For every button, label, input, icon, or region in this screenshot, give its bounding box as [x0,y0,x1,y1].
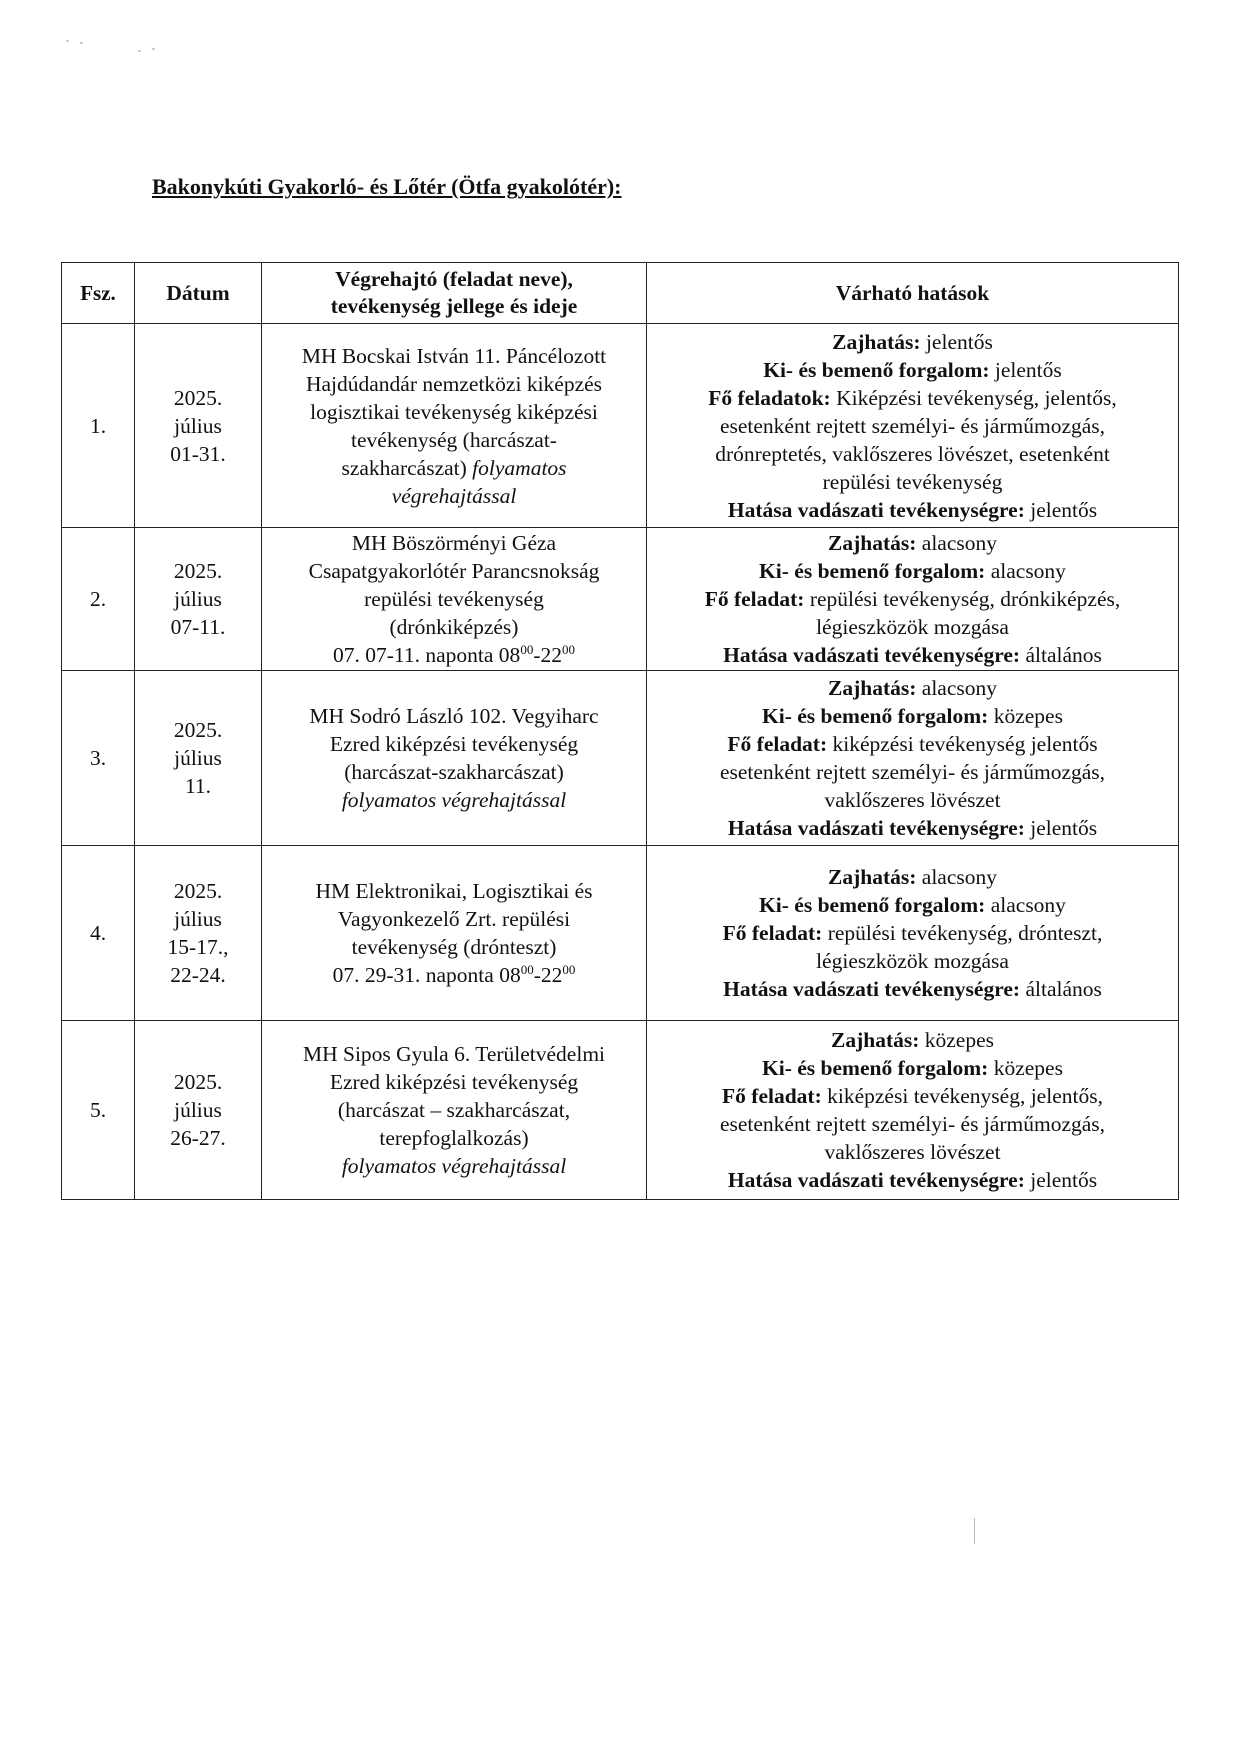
effect-value: jelentős [1024,497,1098,522]
effect-label: Zajhatás: [828,531,917,555]
effect-line [653,529,1172,557]
effect-line [653,356,1172,384]
executor-text: (drónkiképzés) [389,615,519,639]
cell-executor [262,846,647,1021]
effect-value: légieszközök mozgása [816,949,1009,973]
time-sup1: 00 [520,962,534,977]
effect-line [653,412,1172,440]
executor-text: HM Elektronikai, Logisztikai és [315,879,593,903]
executor-text: terepfoglalkozás) [379,1126,529,1150]
executor-text: MH Sipos Gyula 6. Területvédelmi [302,1042,606,1066]
effect-value: drónreptetés, vaklőszeres lövészet, esetenként [715,441,1110,466]
effect-line [653,1110,1172,1138]
executor-italic: folyamatos végrehajtással [341,1154,567,1178]
effect-line [653,1082,1172,1110]
executor-line [268,398,640,426]
executor-line [268,905,640,933]
effect-value: esetenként rejtett személyi- és járműmozgás, [719,760,1106,784]
effect-line [653,585,1172,613]
effect-label: Hatása vadászati tevékenységre: [723,643,1021,667]
executor-text: Ezred kiképzési tevékenység [329,1070,579,1094]
effect-line [653,1166,1172,1194]
date-line: 22-24. [170,963,226,987]
cell-date [135,528,262,671]
effect-label: Fő feladatok: [708,385,831,410]
effect-label: Zajhatás: [828,865,917,889]
time-prefix: 07. 29-31. naponta 08 [332,963,521,987]
executor-line [268,1124,640,1152]
cell-effects [647,324,1179,528]
effect-line [653,919,1172,947]
executor-text: tevékenység (drónteszt) [351,935,557,959]
executor-line [268,370,640,398]
effect-label: Ki- és bemenő forgalom: [759,893,986,917]
effect-value: közepes [988,704,1063,728]
effect-value: vaklőszeres lövészet [824,1140,1001,1164]
date-line: 11. [184,774,212,798]
executor-text: szakharcászat) [341,455,473,480]
date-line: július [174,587,222,611]
scan-mark [974,1518,975,1544]
effect-value: repülési tevékenység [822,469,1003,494]
cell-effects [647,528,1179,671]
time-mid: -22 [533,963,563,987]
effect-label: Fő feladat: [727,732,828,756]
executor-line [268,585,640,613]
effect-line [653,557,1172,585]
effect-value: kiképzési tevékenység, jelentős, [821,1084,1103,1108]
cell-fsz: 1. [62,324,135,528]
cell-fsz: 4. [62,846,135,1021]
scan-speck [138,50,141,52]
date-line: július [174,746,222,770]
effect-line [653,468,1172,496]
time-prefix: 07. 07-11. naponta 08 [333,643,521,667]
effect-line [653,786,1172,814]
effect-value: közepes [988,1056,1063,1080]
effect-label: Hatása vadászati tevékenységre: [727,497,1025,522]
cell-executor [262,324,647,528]
effect-value: általános [1020,643,1102,667]
effect-value: esetenként rejtett személyi- és járműmozgás, [719,1112,1106,1136]
date-line: 07-11. [170,615,226,639]
executor-time [268,641,640,669]
scan-speck [80,42,83,44]
executor-text: logisztikai tevékenység kiképzési [310,399,598,424]
table-row [62,671,1179,846]
executor-line [268,529,640,557]
effect-label: Ki- és bemenő forgalom: [759,559,986,583]
executor-line [268,758,640,786]
executor-line [268,877,640,905]
effect-line [653,496,1172,524]
effect-value: légieszközök mozgása [816,615,1009,639]
executor-line [268,426,640,454]
effect-label: Fő feladat: [722,1084,822,1108]
effect-value: jelentős [920,329,993,354]
header-datum: Dátum [135,263,262,324]
effect-value: alacsony [916,865,997,889]
executor-line [268,454,640,482]
executor-line [268,1040,640,1068]
effect-line [653,674,1172,702]
header-vegrehajto-line: Végrehajtó (feladat neve), [335,267,573,291]
executor-text: MH Böszörményi Géza [351,531,557,555]
executor-text: Hajdúdandár nemzetközi kiképzés [305,371,603,396]
cell-fsz: 3. [62,671,135,846]
table-row [62,846,1179,1021]
date-line: július [174,1098,222,1122]
cell-date [135,1021,262,1200]
effect-label: Ki- és bemenő forgalom: [763,357,990,382]
effect-label: Hatása vadászati tevékenységre: [727,1168,1025,1192]
effect-label: Hatása vadászati tevékenységre: [723,977,1021,1001]
time-sup2: 00 [562,962,576,977]
cell-effects [647,846,1179,1021]
effect-line [653,613,1172,641]
date-line: 2025. [173,879,223,903]
executor-time [268,961,640,989]
date-line: 26-27. [170,1126,226,1150]
effect-line [653,863,1172,891]
executor-text: (harcászat – szakharcászat, [337,1098,571,1122]
cell-executor [262,1021,647,1200]
executor-line [268,933,640,961]
effect-label: Zajhatás: [832,329,921,354]
executor-text: Csapatgyakorlótér Parancsnokság [308,559,600,583]
effect-line [653,730,1172,758]
executor-text: Ezred kiképzési tevékenység [329,732,579,756]
page-title: Bakonykúti Gyakorló- és Lőtér (Ötfa gyakolótér): [152,174,622,199]
effect-label: Hatása vadászati tevékenységre: [727,816,1025,840]
date-line: 2025. [173,559,223,583]
executor-line [268,557,640,585]
executor-line [268,482,640,510]
effect-value: alacsony [985,893,1066,917]
effect-label: Zajhatás: [830,1028,920,1052]
executor-line [268,786,640,814]
effect-value: jelentős [989,357,1062,382]
executor-text: (harcászat-szakharcászat) [344,760,564,784]
effect-line [653,758,1172,786]
effect-line [653,702,1172,730]
effect-line [653,947,1172,975]
date-line: 15-17., [167,935,229,959]
time-sup2: 00 [561,642,575,657]
date-line: 2025. [173,1070,223,1094]
cell-date [135,324,262,528]
effect-label: Ki- és bemenő forgalom: [762,704,989,728]
executor-text: MH Bocskai István 11. Páncélozott [301,343,607,368]
effect-value: közepes [919,1028,995,1052]
executor-line [268,1068,640,1096]
effect-line [653,328,1172,356]
header-row [62,263,1179,324]
executor-italic: végrehajtással [391,483,517,508]
executor-text: tevékenység (harcászat- [351,427,557,452]
effect-line [653,891,1172,919]
effect-label: Zajhatás: [828,676,917,700]
effect-line [653,1138,1172,1166]
cell-fsz: 5. [62,1021,135,1200]
effect-line [653,641,1172,669]
time-sup1: 00 [520,642,534,657]
executor-text: MH Sodró László 102. Vegyiharc [309,704,599,728]
effect-value: alacsony [916,531,997,555]
cell-date [135,671,262,846]
scan-speck [152,48,155,50]
effect-value: Kiképzési tevékenység, jelentős, [830,385,1117,410]
effect-label: Fő feladat: [704,587,805,611]
executor-line [268,702,640,730]
effect-value: kiképzési tevékenység jelentős [827,732,1098,756]
table-row [62,324,1179,528]
cell-executor [262,671,647,846]
effect-line [653,1054,1172,1082]
effect-value: repülési tevékenység, drónkiképzés, [804,587,1121,611]
executor-line [268,730,640,758]
table-row [62,528,1179,671]
effect-line [653,975,1172,1003]
effect-line [653,1026,1172,1054]
executor-line [268,613,640,641]
executor-line [268,342,640,370]
cell-date [135,846,262,1021]
header-vegrehajto-line: tevékenység jellege és ideje [330,294,578,318]
effect-label: Fő feladat: [722,921,823,945]
header-hatasok: Várható hatások [647,263,1179,324]
effect-value: általános [1020,977,1102,1001]
schedule-table [61,262,1179,1200]
executor-italic: folyamatos [472,455,567,480]
effect-line [653,814,1172,842]
effect-value: jelentős [1024,816,1098,840]
executor-italic: folyamatos végrehajtással [341,788,567,812]
header-fsz: Fsz. [62,263,135,324]
scan-speck [66,40,69,42]
executor-text: repülési tevékenység [364,587,544,611]
date-line: 2025. [173,385,223,410]
executor-text: Vagyonkezelő Zrt. repülési [337,907,571,931]
effect-label: Ki- és bemenő forgalom: [762,1056,989,1080]
effect-value: esetenként rejtett személyi- és járműmozgás, [719,413,1106,438]
effect-value: jelentős [1024,1168,1098,1192]
date-line: július [174,907,222,931]
executor-line [268,1152,640,1180]
effect-value: alacsony [985,559,1066,583]
cell-effects [647,671,1179,846]
cell-effects [647,1021,1179,1200]
effect-value: alacsony [916,676,997,700]
header-vegrehajto [262,263,647,324]
date-line: 2025. [173,718,223,742]
effect-value: vaklőszeres lövészet [824,788,1001,812]
time-mid: -22 [533,643,562,667]
date-line: július [174,413,222,438]
effect-line [653,440,1172,468]
date-line: 01-31. [170,441,226,466]
effect-line [653,384,1172,412]
table-row [62,1021,1179,1200]
cell-fsz: 2. [62,528,135,671]
cell-executor [262,528,647,671]
effect-value: repülési tevékenység, drónteszt, [822,921,1103,945]
executor-line [268,1096,640,1124]
